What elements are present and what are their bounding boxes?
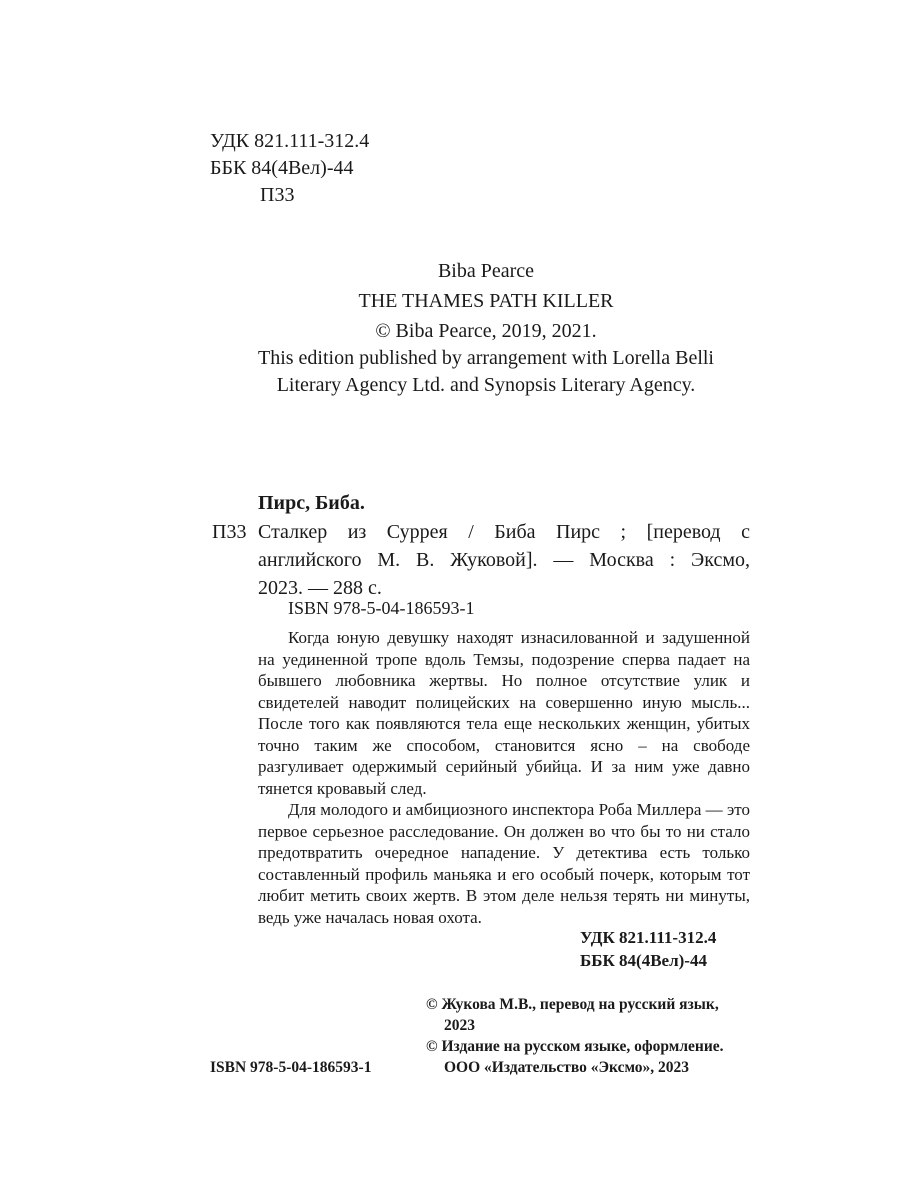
top-bbk: ББК 84(4Вел)-44 [210, 157, 354, 179]
original-author: Biba Pearce [437, 260, 535, 282]
annotation-paragraph-2: Для молодого и амбициозного инспектора Роба Миллера — это первое серьезное расследование. Он должен во что бы то ни стало предотвратить очередное нападение. У детектива есть только составленный профиль маньяка и его особый почерк, которым тот любит метить своих жертв. В этом деле нельзя терять ни минуты, ведь уже началась новая охота. [258, 800, 750, 927]
copyright-translation-line-2: 2023 [444, 1017, 475, 1034]
bottom-udk: УДК 821.111-312.4 [580, 928, 717, 947]
card-isbn: ISBN 978-5-04-186593-1 [288, 598, 475, 618]
top-author-mark: П33 [260, 184, 295, 206]
top-udk: УДК 821.111-312.4 [210, 130, 370, 152]
card-line-2: английского М. В. Жуковой]. — Москва : Эксмо, [258, 549, 750, 571]
card-line-1: Сталкер из Суррея / Биба Пирс ; [перевод с [258, 521, 750, 543]
arrangement-line-1: This edition published by arrangement with Lorella Belli [257, 347, 714, 369]
annotation [258, 627, 750, 928]
bottom-isbn: ISBN 978-5-04-186593-1 [210, 1059, 372, 1076]
arrangement-line-2: Literary Agency Ltd. and Synopsis Literary Agency. [276, 374, 696, 396]
copyright-edition-line-2: ООО «Издательство «Эксмо», 2023 [444, 1059, 690, 1076]
annotation-paragraph-1: Когда юную девушку находят изнасилованной и задушенной на уединенной тропе вдоль Темзы, подозрение сперва падает на бывшего любовника жертвы. Но полное отсутствие улик и свидетелей наводит полицейских на совершенно иную мысль... После того как появляются тела еще нескольких женщин, убитых точно таким же способом, становится ясно – на свободе разгуливает одержимый серийный убийца. И за ним уже давно тянется кровавый след. [258, 628, 750, 798]
copyright-translation-line-1: © Жукова М.В., перевод на русский язык, [426, 996, 719, 1013]
card-line-3: 2023. — 288 с. [258, 577, 382, 599]
original-edition-block [180, 258, 792, 399]
bottom-bbk: ББК 84(4Вел)-44 [580, 951, 707, 970]
original-copyright: © Biba Pearce, 2019, 2021. [375, 320, 597, 342]
original-title: THE THAMES PATH KILLER [358, 290, 614, 312]
copyright-edition-line-1: © Издание на русском языке, оформление. [426, 1038, 724, 1055]
card-mark: П33 [212, 521, 247, 543]
card-author-heading: Пирс, Биба. [258, 492, 365, 514]
